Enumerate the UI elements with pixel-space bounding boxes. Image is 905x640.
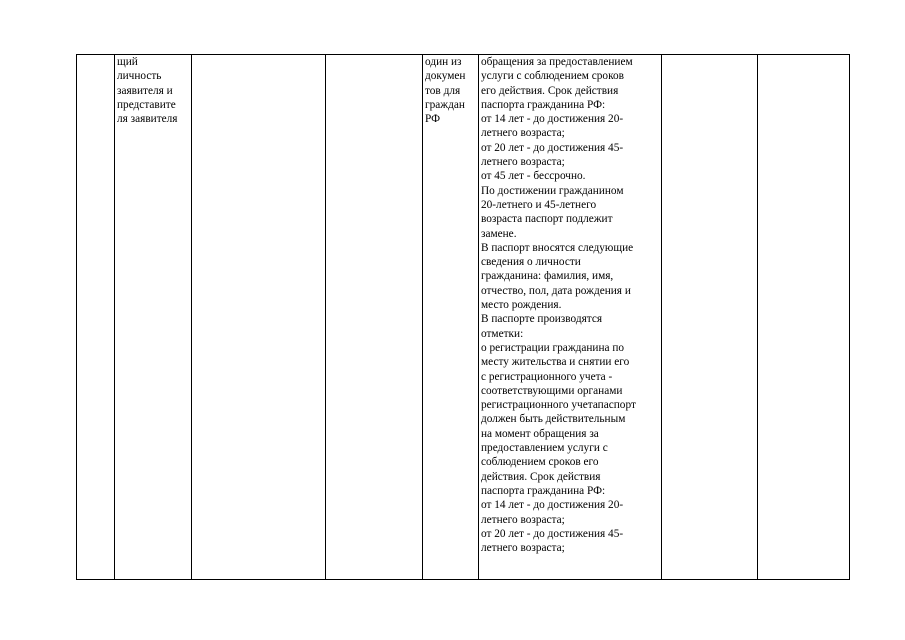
cell-text: один из докумен тов для граждан РФ bbox=[425, 56, 466, 126]
table-row bbox=[77, 55, 850, 580]
table-cell-document-purpose bbox=[115, 55, 192, 580]
table-cell-requirements bbox=[479, 55, 662, 580]
cell-text: обращения за предоставлением услуги с соблюдением сроков его действия. Срок действия паспорта гражданина РФ: от 14 лет - до достижения 20- летнего возраста; от 20 лет - до достижения 45- летнего возраста; от 45 лет - бессрочно. По достижении гражданином 20-летнего и 45-летнего возраста паспорт подлежит замене. В паспорт вносятся следующие сведения о личности гражданина: фамилия, имя, отчество, пол, дата рождения и место рождения. В паспорте производятся отметки: о регистрации гражданина по месту жительства и снятии его с регистрационного учета - соответствующими органами регистрационного учетапаспорт должен быть действительным на момент обращения за предоставлением услуги с соблюдением сроков его действия. Срок действия паспорта гражданина РФ: от 14 лет - до достижения 20- летнего возраста; от 20 лет - до достижения 45- летнего возраста; bbox=[481, 56, 636, 555]
cell-text: щий личность заявителя и представите ля заявителя bbox=[117, 56, 178, 126]
table-cell-7 bbox=[662, 55, 758, 580]
table-cell-4 bbox=[326, 55, 423, 580]
document-table bbox=[76, 54, 850, 580]
table-cell-3 bbox=[192, 55, 326, 580]
table-cell-number bbox=[77, 55, 115, 580]
table-cell-8 bbox=[758, 55, 850, 580]
table-cell-document-type bbox=[423, 55, 479, 580]
